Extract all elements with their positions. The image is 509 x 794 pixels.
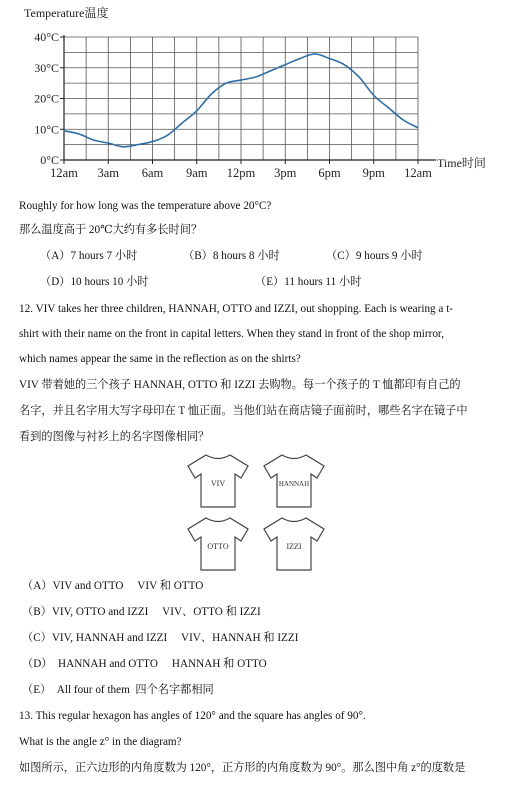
q11-prompt-zh: 那么温度高于 20℃大约有多长时间？ xyxy=(19,224,203,236)
q12-option-e: （E） All four of them 四个名字都相同 xyxy=(22,684,214,696)
q11-option-a: （A）7 hours 7 小时 xyxy=(40,250,138,262)
x-tick-label: 3pm xyxy=(274,166,297,180)
q13-line-2: What is the angle z° in the diagram? xyxy=(19,736,182,748)
q12-text-zh-1: VIV 带着她的三个孩子 HANNAH, OTTO 和 IZZI 去购物。每一个孩子的 T 恤都印有自己的 xyxy=(19,379,461,391)
tshirt-otto xyxy=(186,516,250,572)
tshirt-hannah-label: HANNAH xyxy=(278,480,310,488)
x-tick-label: 12am xyxy=(50,166,78,180)
tshirt-izzi-label: IZZI xyxy=(286,542,302,551)
y-tick-label: 10°C xyxy=(34,122,59,137)
y-axis-label: Temperature温度 xyxy=(24,6,109,20)
y-tick-label: 30°C xyxy=(34,60,59,75)
chart-grid xyxy=(64,37,418,160)
q12-option-b: （B）VIV, OTTO and IZZI VIV、OTTO 和 IZZI xyxy=(22,606,261,618)
q12-text-en-2: shirt with their name on the front in capital letters. When they stand in front of the shop mirror, xyxy=(19,328,444,340)
x-tick-label: 12pm xyxy=(226,166,256,180)
x-tick-label: 6am xyxy=(141,166,164,180)
x-tick-label: 6pm xyxy=(318,166,341,180)
q11-option-c: （C）9 hours 9 小时 xyxy=(326,250,423,262)
y-tick-labels xyxy=(34,30,59,167)
q12-option-d: （D） HANNAH and OTTO HANNAH 和 OTTO xyxy=(22,658,267,670)
q11-option-b: （B）8 hours 8 小时 xyxy=(183,250,280,262)
q13-line-1: 13. This regular hexagon has angles of 120° and the square has angles of 90°. xyxy=(19,710,366,722)
q12-text-zh-2: 名字，并且名字用大写字母印在 T 恤正面。当他们站在商店镜子面前时，哪些名字在镜子中 xyxy=(19,405,468,417)
q12-text-zh-3: 看到的图像与衬衫上的名字图像相同？ xyxy=(19,431,210,443)
x-tick-label: 9pm xyxy=(362,166,385,180)
q12-option-a: （A）VIV and OTTO VIV 和 OTTO xyxy=(22,580,204,592)
y-tick-label: 20°C xyxy=(34,91,59,106)
q11-option-e: （E）11 hours 11 小时 xyxy=(255,276,362,288)
q12-text-en-1: 12. VIV takes her three children, HANNAH, OTTO and IZZI, out shopping. Each is wearing a t- xyxy=(19,303,454,315)
tshirt-viv xyxy=(186,453,250,509)
q11-prompt-en: Roughly for how long was the temperature above 20°C? xyxy=(19,200,272,212)
x-tick-labels xyxy=(50,166,432,180)
tshirt-izzi xyxy=(262,516,326,572)
y-tick-label: 0°C xyxy=(40,153,59,167)
q12-option-c: （C）VIV, HANNAH and IZZI VIV、HANNAH 和 IZZI xyxy=(22,632,299,644)
q13-line-3: 如图所示，正六边形的内角度数为 120°，正方形的内角度数为 90°。那么图中角 z°的度数是 xyxy=(19,762,466,774)
temperature-chart xyxy=(0,0,509,186)
q12-text-en-3: which names appear the same in the reflection as on the shirts? xyxy=(19,353,301,365)
x-tick-label: 9am xyxy=(185,166,208,180)
tshirt-otto-label: OTTO xyxy=(207,542,229,551)
x-tick-label: 12am xyxy=(404,166,432,180)
tshirt-viv-label: VIV xyxy=(210,479,226,488)
x-tick-label: 3am xyxy=(97,166,120,180)
x-axis-label: Time时间 xyxy=(437,156,486,170)
y-tick-label: 40°C xyxy=(34,30,59,44)
tshirt-hannah xyxy=(262,453,326,509)
q11-option-d: （D）10 hours 10 小时 xyxy=(40,276,149,288)
